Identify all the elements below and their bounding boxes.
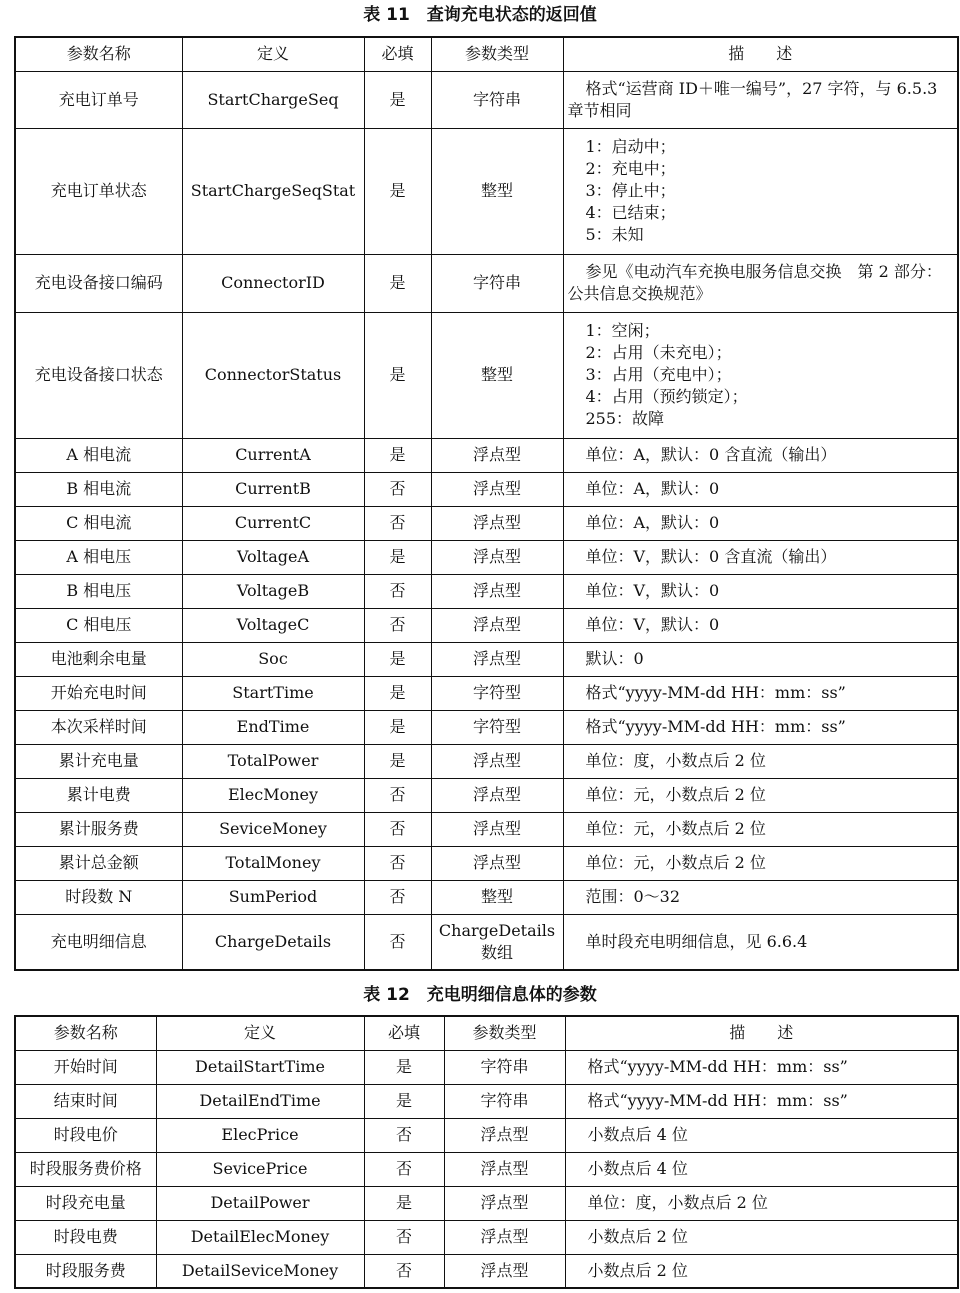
header-cell: 必填 xyxy=(364,37,431,71)
param-name-cell: 时段服务费价格 xyxy=(15,1152,156,1186)
description-line: 单位：度，小数点后 2 位 xyxy=(587,1193,768,1212)
table-row xyxy=(15,128,958,254)
definition-cell: DetailElecMoney xyxy=(156,1220,364,1254)
table-row xyxy=(15,472,958,506)
description-line: 小数点后 2 位 xyxy=(587,1227,688,1246)
required-cell: 否 xyxy=(364,812,431,846)
definition-cell: SeviceMoney xyxy=(182,812,364,846)
description-cell xyxy=(563,914,958,970)
definition-cell: DetailPower xyxy=(156,1186,364,1220)
description-line: 5：未知 xyxy=(585,225,644,244)
param-type-cell: 字符型 xyxy=(431,710,563,744)
description-cell xyxy=(565,1152,958,1186)
description-line: 1：启动中； xyxy=(585,137,676,156)
description-line: 默认：0 xyxy=(585,649,644,668)
header-cell: 描 述 xyxy=(563,37,958,71)
header-cell: 描 述 xyxy=(565,1016,958,1050)
param-name-cell: 充电设备接口编码 xyxy=(15,254,182,312)
param-name-cell: 累计充电量 xyxy=(15,744,182,778)
param-type-cell: 整型 xyxy=(431,312,563,438)
description-line: 格式“运营商 ID＋唯一编号”，27 字符，与 6.5.3 章节相同 xyxy=(567,78,938,120)
header-cell: 必填 xyxy=(364,1016,444,1050)
param-name-cell: 充电订单状态 xyxy=(15,128,182,254)
description-line: 255：故障 xyxy=(585,409,665,428)
param-type-cell: 浮点型 xyxy=(431,574,563,608)
param-type-cell: 浮点型 xyxy=(431,506,563,540)
table-header-row xyxy=(15,37,958,71)
required-cell: 否 xyxy=(364,506,431,540)
param-type-cell: 浮点型 xyxy=(444,1186,565,1220)
param-name-cell: 时段电费 xyxy=(15,1220,156,1254)
param-type-cell: 字符串 xyxy=(444,1050,565,1084)
param-name-cell: 开始时间 xyxy=(15,1050,156,1084)
description-cell xyxy=(565,1050,958,1084)
param-type-cell: 字符串 xyxy=(431,254,563,312)
definition-cell: StartChargeSeqStat xyxy=(182,128,364,254)
required-cell: 否 xyxy=(364,1254,444,1288)
table-row xyxy=(15,744,958,778)
definition-cell: TotalPower xyxy=(182,744,364,778)
definition-cell: VoltageA xyxy=(182,540,364,574)
description-line: 单位：元，小数点后 2 位 xyxy=(585,785,766,804)
required-cell: 是 xyxy=(364,710,431,744)
definition-cell: DetailStartTime xyxy=(156,1050,364,1084)
definition-cell: DetailEndTime xyxy=(156,1084,364,1118)
table-row xyxy=(15,880,958,914)
param-type-cell: 字符串 xyxy=(444,1084,565,1118)
description-cell xyxy=(563,608,958,642)
param-type-cell: 字符型 xyxy=(431,676,563,710)
table-12-caption: 表 12 充电明细信息体的参数 xyxy=(363,985,597,1005)
description-line: 单位：V，默认：0 含直流（输出） xyxy=(585,547,837,566)
table-row xyxy=(15,254,958,312)
description-line: 单位：度，小数点后 2 位 xyxy=(585,751,766,770)
table-row xyxy=(15,1220,958,1254)
required-cell: 是 xyxy=(364,676,431,710)
table-row xyxy=(15,676,958,710)
description-cell xyxy=(563,71,958,128)
description-cell xyxy=(563,880,958,914)
definition-cell: SumPeriod xyxy=(182,880,364,914)
param-type-cell: 字符串 xyxy=(431,71,563,128)
param-type-cell: 浮点型 xyxy=(431,778,563,812)
description-cell xyxy=(563,472,958,506)
table-row xyxy=(15,540,958,574)
description-line: 单位：A，默认：0 含直流（输出） xyxy=(585,445,837,464)
description-line: 单时段充电明细信息，见 6.6.4 xyxy=(585,931,808,951)
param-name-cell: 累计电费 xyxy=(15,778,182,812)
description-cell xyxy=(563,540,958,574)
description-cell xyxy=(565,1254,958,1288)
param-type-cell: ChargeDetails 数组 xyxy=(431,914,563,970)
description-cell xyxy=(563,710,958,744)
definition-cell: CurrentB xyxy=(182,472,364,506)
definition-cell: CurrentA xyxy=(182,438,364,472)
table-row xyxy=(15,608,958,642)
description-cell xyxy=(563,574,958,608)
description-cell xyxy=(563,254,958,312)
description-line: 3：停止中； xyxy=(585,181,676,200)
param-type-cell: 浮点型 xyxy=(431,608,563,642)
table-row xyxy=(15,710,958,744)
table-row xyxy=(15,574,958,608)
description-line: 3：占用（充电中）； xyxy=(585,365,732,384)
param-name-cell: 开始充电时间 xyxy=(15,676,182,710)
param-type-cell: 浮点型 xyxy=(444,1118,565,1152)
definition-cell: Soc xyxy=(182,642,364,676)
required-cell: 是 xyxy=(364,128,431,254)
param-name-cell: 充电订单号 xyxy=(15,71,182,128)
param-name-cell: 累计总金额 xyxy=(15,846,182,880)
required-cell: 否 xyxy=(364,914,431,970)
param-name-cell: C 相电压 xyxy=(15,608,182,642)
description-cell xyxy=(563,506,958,540)
required-cell: 否 xyxy=(364,880,431,914)
table-row xyxy=(15,642,958,676)
required-cell: 否 xyxy=(364,778,431,812)
required-cell: 否 xyxy=(364,608,431,642)
description-cell xyxy=(563,676,958,710)
description-line: 4：占用（预约锁定）； xyxy=(585,387,748,406)
description-cell xyxy=(563,642,958,676)
description-line: 格式“yyyy-MM-dd HH：mm：ss” xyxy=(587,1057,848,1076)
definition-cell: CurrentC xyxy=(182,506,364,540)
description-line: 格式“yyyy-MM-dd HH：mm：ss” xyxy=(587,1091,848,1110)
description-line: 小数点后 2 位 xyxy=(587,1260,688,1280)
param-type-cell: 浮点型 xyxy=(431,438,563,472)
definition-cell: EndTime xyxy=(182,710,364,744)
description-cell xyxy=(565,1186,958,1220)
description-line: 2：充电中； xyxy=(585,159,676,178)
param-name-cell: 时段数 N xyxy=(15,880,182,914)
param-type-cell: 浮点型 xyxy=(444,1220,565,1254)
table-row xyxy=(15,1254,958,1288)
definition-cell: ChargeDetails xyxy=(182,914,364,970)
param-name-cell: B 相电流 xyxy=(15,472,182,506)
param-type-cell: 浮点型 xyxy=(431,744,563,778)
param-name-cell: A 相电流 xyxy=(15,438,182,472)
table-header-row xyxy=(15,1016,958,1050)
required-cell: 否 xyxy=(364,472,431,506)
definition-cell: DetailSeviceMoney xyxy=(156,1254,364,1288)
definition-cell: ElecMoney xyxy=(182,778,364,812)
description-cell xyxy=(563,778,958,812)
definition-cell: ConnectorStatus xyxy=(182,312,364,438)
definition-cell: SevicePrice xyxy=(156,1152,364,1186)
required-cell: 否 xyxy=(364,1118,444,1152)
description-line: 格式“yyyy-MM-dd HH：mm：ss” xyxy=(585,717,846,736)
param-name-cell: 结束时间 xyxy=(15,1084,156,1118)
required-cell: 是 xyxy=(364,1050,444,1084)
definition-cell: StartTime xyxy=(182,676,364,710)
table-row xyxy=(15,778,958,812)
description-line: 单位：A，默认：0 xyxy=(585,479,720,498)
param-name-cell: 电池剩余电量 xyxy=(15,642,182,676)
table-row xyxy=(15,1050,958,1084)
definition-cell: ConnectorID xyxy=(182,254,364,312)
param-name-cell: C 相电流 xyxy=(15,506,182,540)
header-cell: 参数类型 xyxy=(444,1016,565,1050)
required-cell: 是 xyxy=(364,744,431,778)
description-line: 2：占用（未充电）； xyxy=(585,343,732,362)
required-cell: 是 xyxy=(364,71,431,128)
definition-cell: StartChargeSeq xyxy=(182,71,364,128)
table-row xyxy=(15,71,958,128)
param-type-cell: 整型 xyxy=(431,128,563,254)
description-line: 格式“yyyy-MM-dd HH：mm：ss” xyxy=(585,683,846,702)
description-line: 1：空闲； xyxy=(585,321,660,340)
description-cell xyxy=(565,1118,958,1152)
param-type-cell: 浮点型 xyxy=(444,1152,565,1186)
description-line: 小数点后 4 位 xyxy=(587,1125,688,1144)
table-row xyxy=(15,1186,958,1220)
param-name-cell: 充电明细信息 xyxy=(15,914,182,970)
table-row xyxy=(15,812,958,846)
table-row xyxy=(15,914,958,970)
definition-cell: ElecPrice xyxy=(156,1118,364,1152)
definition-cell: VoltageC xyxy=(182,608,364,642)
description-cell xyxy=(563,312,958,438)
header-cell: 定义 xyxy=(182,37,364,71)
required-cell: 否 xyxy=(364,1152,444,1186)
header-cell: 参数名称 xyxy=(15,37,182,71)
description-cell xyxy=(563,744,958,778)
header-cell: 参数类型 xyxy=(431,37,563,71)
param-name-cell: 累计服务费 xyxy=(15,812,182,846)
table-row xyxy=(15,846,958,880)
description-cell xyxy=(563,846,958,880)
table-12-charge-detail-params xyxy=(14,1015,959,1289)
header-cell: 定义 xyxy=(156,1016,364,1050)
param-name-cell: A 相电压 xyxy=(15,540,182,574)
description-line: 单位：元，小数点后 2 位 xyxy=(585,853,766,872)
param-type-cell: 浮点型 xyxy=(431,812,563,846)
param-name-cell: 时段服务费 xyxy=(15,1254,156,1288)
table-11-caption: 表 11 查询充电状态的返回值 xyxy=(363,5,597,25)
required-cell: 是 xyxy=(364,540,431,574)
param-type-cell: 浮点型 xyxy=(431,540,563,574)
param-name-cell: 充电设备接口状态 xyxy=(15,312,182,438)
param-type-cell: 浮点型 xyxy=(444,1254,565,1288)
param-type-cell: 浮点型 xyxy=(431,846,563,880)
param-name-cell: B 相电压 xyxy=(15,574,182,608)
description-line: 单位：元，小数点后 2 位 xyxy=(585,819,766,838)
required-cell: 是 xyxy=(364,1186,444,1220)
param-type-cell: 整型 xyxy=(431,880,563,914)
definition-cell: VoltageB xyxy=(182,574,364,608)
table-row xyxy=(15,1118,958,1152)
description-cell xyxy=(565,1220,958,1254)
description-line: 范围：0～32 xyxy=(585,887,681,906)
required-cell: 是 xyxy=(364,642,431,676)
description-cell xyxy=(565,1084,958,1118)
param-type-cell: 浮点型 xyxy=(431,642,563,676)
required-cell: 是 xyxy=(364,438,431,472)
required-cell: 是 xyxy=(364,1084,444,1118)
table-row xyxy=(15,438,958,472)
required-cell: 是 xyxy=(364,254,431,312)
table-row xyxy=(15,1152,958,1186)
table-11-query-charge-status xyxy=(14,36,959,971)
description-line: 4：已结束； xyxy=(585,203,676,222)
param-name-cell: 时段充电量 xyxy=(15,1186,156,1220)
definition-cell: TotalMoney xyxy=(182,846,364,880)
description-cell xyxy=(563,812,958,846)
required-cell: 否 xyxy=(364,1220,444,1254)
description-line: 单位：A，默认：0 xyxy=(585,513,720,532)
table-row xyxy=(15,1084,958,1118)
description-line: 单位：V，默认：0 xyxy=(585,615,720,634)
description-cell xyxy=(563,438,958,472)
description-line: 参见《电动汽车充换电服务信息交换 第 2 部分：公共信息交换规范》 xyxy=(567,262,942,303)
description-line: 单位：V，默认：0 xyxy=(585,581,720,600)
header-cell: 参数名称 xyxy=(15,1016,156,1050)
table-row xyxy=(15,506,958,540)
required-cell: 否 xyxy=(364,846,431,880)
description-cell xyxy=(563,128,958,254)
required-cell: 否 xyxy=(364,574,431,608)
param-type-cell: 浮点型 xyxy=(431,472,563,506)
param-name-cell: 本次采样时间 xyxy=(15,710,182,744)
required-cell: 是 xyxy=(364,312,431,438)
table-row xyxy=(15,312,958,438)
param-name-cell: 时段电价 xyxy=(15,1118,156,1152)
description-line: 小数点后 4 位 xyxy=(587,1159,688,1178)
